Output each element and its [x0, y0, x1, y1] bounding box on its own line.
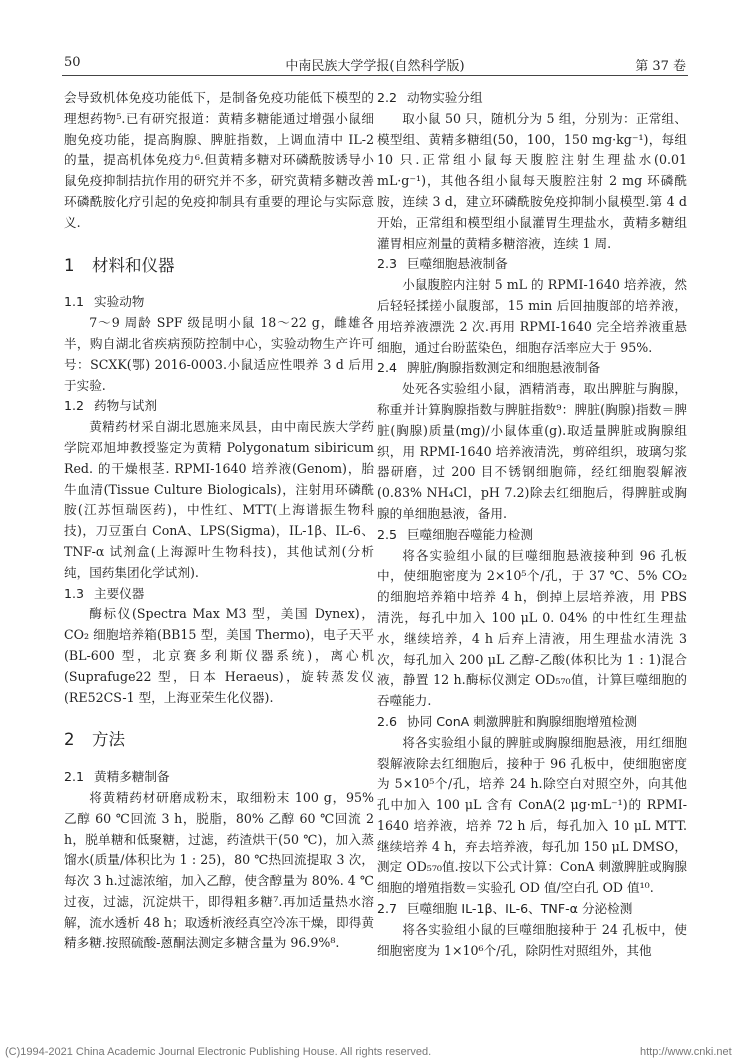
- paragraph-2-4: 处死各实验组小鼠，酒精消毒，取出脾脏与胸腺，称重并计算胸腺指数与脾脏指数⁹：脾脏(胸腺)指数＝脾脏(胸腺)质量(mg)/小鼠体重(g).取适量脾脏或胸腺组织，用 RPMI-1640 培养液清洗，剪碎组织，玻璃匀浆器研磨，过 200 目不锈钢细胞筛，经红细胞裂解液(0.83% NH₄Cl，pH 7.2)除去红细胞后，得脾脏或胸腺的单细胞悬液，备用.: [377, 381, 687, 521]
- left-column: [64, 88, 374, 954]
- cnki-link[interactable]: http://www.cnki.net: [640, 1046, 732, 1058]
- paragraph-2-2: 取小鼠 50 只，随机分为 5 组，分别为：正常组、模型组、黄精多糖组(50，100，150 mg·kg⁻¹)，每组 10 只.正常组小鼠每天腹腔注射生理盐水(0.01 mL·g⁻¹)，其他各组小鼠每天腹腔注射 2 mg 环磷酰胺，连续 3 d，建立环磷酰胺免疫抑制小鼠模型.第 4 d 开始，正常组和模型组小鼠灌胃生理盐水，黄精多糖组灌胃相应剂量的黄精多糖溶液，连续 1 周.: [377, 110, 687, 251]
- section-heading-2: 2 方法: [64, 730, 125, 750]
- subsection-heading-1-3: 1.3 主要仪器: [64, 585, 145, 601]
- page-number: 50: [64, 55, 81, 70]
- volume-label: 第 37 卷: [635, 59, 686, 74]
- subsection-heading-1-2: 1.2 药物与试剂: [64, 398, 157, 414]
- subsection-heading-2-2: 2.2 动物实验分组: [377, 90, 483, 105]
- subsection-heading-2-5: 2.5 巨噬细胞吞噬能力检测: [377, 526, 533, 542]
- paragraph-2-6: 将各实验组小鼠的脾脏或胸腺细胞悬液，用红细胞裂解液除去红细胞后，接种于 96 孔板中，使细胞密度为 5×10⁵个/孔，培养 24 h.除空白对照空外，向其他孔中加入 100 μL 含有 ConA(2 μg·mL⁻¹)的 RPMI-1640 培养液，培养 72 h 后，每孔加入 10 μL MTT.继续培养 4 h，弃去培养液，每孔加 150 μL DMSO，测定 OD₅₇₀值.按以下公式计算：ConA 刺激脾脏或胸腺细胞的增殖指数＝实验孔 OD 值/空白孔 OD 值¹⁰.: [377, 734, 687, 896]
- subsection-heading-2-3: 2.3 巨噬细胞悬液制备: [377, 256, 508, 272]
- paragraph-1-3: 酶标仪(Spectra Max M3 型，美国 Dynex)，CO₂ 细胞培养箱(BB15 型，美国 Thermo)，电子天平(BL-600 型，北京赛多利斯仪器系统)，离心机(Suprafuge22 型，日本 Heraeus)，旋转蒸发仪(RE52CS-1 型，上海亚荣生化仪器).: [64, 606, 374, 705]
- subsection-heading-2-1: 2.1 黄精多糖制备: [64, 769, 170, 785]
- intro-paragraph: 会导致机体免疫功能低下，是制备免疫功能低下模型的理想药物⁵.已有研究报道：黄精多糖能通过增强小鼠细胞免疫功能，提高胸腺、脾脏指数，上调血清中 IL-2 的量，提高机体免疫力⁶.但黄精多糖对环磷酰胺诱导小鼠免疫抑制拮抗作用的研究并不多，研究黄精多糖改善环磷酰胺化疗引起的免疫抑制具有重要的理论与实际意义.: [64, 90, 374, 230]
- paragraph-2-3: 小鼠腹腔内注射 5 mL 的 RPMI-1640 培养液，然后轻轻揉搓小鼠腹部，15 min 后回抽腹部的培养液，用培养液漂洗 2 次.再用 RPMI-1640 完全培养液重悬细胞，通过台盼蓝染色，细胞存活率应大于 95%.: [377, 277, 687, 355]
- paragraph-1-1: 7～9 周龄 SPF 级昆明小鼠 18～22 g，雌雄各半，购自湖北省疾病预防控制中心，实验动物生产许可号：SCXK(鄂) 2016-0003.小鼠适应性喂养 3 d 后用于实验.: [64, 315, 374, 393]
- subsection-heading-2-7: 2.7 巨噬细胞 IL-1β、IL-6、TNF-α 分泌检测: [377, 901, 633, 917]
- paragraph-2-5: 将各实验组小鼠的巨噬细胞悬液接种到 96 孔板中，使细胞密度为 2×10⁵个/孔，于 37 ℃、5% CO₂ 的细胞培养箱中培养 4 h，倒掉上层培养液，用 PBS 清洗，每孔中加入 100 μL 0. 04% 的中性红生理盐水，继续培养，4 h 后弃上清液，用生理盐水清洗 3 次，每孔加入 200 μL 乙醇-乙酸(体积比为 1 : 1)混合液，静置 12 h.酶标仪测定 OD₅₇₀值，计算巨噬细胞的吞噬能力.: [377, 547, 687, 709]
- right-column: [377, 88, 687, 961]
- copyright-text: (C)1994-2021 China Academic Journal Electronic Publishing House. All rights reserved.: [5, 1046, 432, 1058]
- subsection-heading-1-1: 1.1 实验动物: [64, 294, 145, 310]
- journal-title: 中南民族大学学报(自然科学版): [285, 59, 465, 74]
- section-heading-1: 1 材料和仪器: [64, 255, 175, 275]
- paragraph-2-1: 将黄精药材研磨成粉末，取细粉末 100 g，95% 乙醇 60 ℃回流 3 h，脱脂，80% 乙醇 60 ℃回流 2 h，脱单糖和低聚糖，过滤，药渣烘干(50 ℃)，加入蒸馏水(质量/体积比为 1 : 25)，80 ℃热回流提取 3 次，每次 3 h.过滤浓缩，加入乙醇，使含醇量为 80%. 4 ℃过夜，过滤，沉淀烘干，即得粗多糖⁷.再加适量热水溶解，流水透析 48 h；取透析液经真空冷冻干燥，即得黄精多糖.按照硫酸-蒽酮法测定多糖含量为 96.9%⁸.: [64, 789, 374, 951]
- subsection-heading-2-4: 2.4 脾脏/胸腺指数测定和细胞悬液制备: [377, 360, 601, 376]
- paragraph-2-7: 将各实验组小鼠的巨噬细胞接种于 24 孔板中，使细胞密度为 1×10⁶个/孔，除阴性对照组外，其他: [377, 921, 687, 958]
- subsection-heading-2-6: 2.6 协同 ConA 刺激脾脏和胸腺细胞增殖检测: [377, 713, 638, 729]
- header-rule: [62, 75, 688, 76]
- paragraph-1-2: 黄精药材采自湖北恩施来凤县，由中南民族大学药学院邓旭坤教授鉴定为黄精 Polygonatum sibiricum Red. 的干燥根茎. RPMI-1640 培养液(Genom)，胎牛血清(Tissue Culture Biologicals)，注射用环磷酰胺(江苏恒瑞医药)，中性红、MTT(上海谱振生物科技)，刀豆蛋白 ConA、LPS(Sigma)，IL-1β、IL-6、TNF-α 试剂盒(上海源叶生物科技)，其他试剂(分析纯，国药集团化学试剂).: [64, 419, 374, 580]
